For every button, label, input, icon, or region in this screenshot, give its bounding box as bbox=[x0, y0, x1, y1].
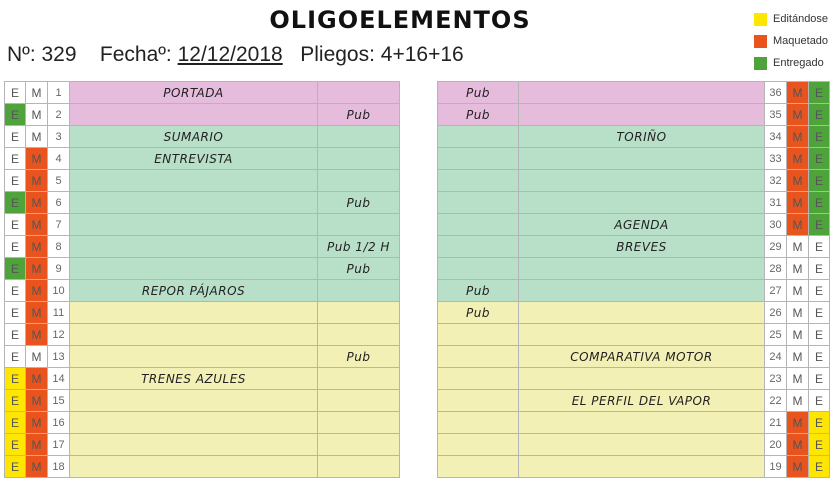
page-section[interactable] bbox=[519, 82, 765, 104]
edit-status-cell[interactable]: E bbox=[809, 126, 830, 148]
page-number: 6 bbox=[48, 192, 70, 214]
layout-status-cell[interactable]: M bbox=[26, 390, 48, 412]
layout-status-cell[interactable]: M bbox=[26, 368, 48, 390]
page-note[interactable] bbox=[438, 148, 519, 170]
page-number: 34 bbox=[765, 126, 787, 148]
issue-number: Nº: 329 bbox=[7, 43, 77, 66]
edit-status-cell[interactable]: E bbox=[5, 82, 26, 104]
page-section[interactable] bbox=[519, 434, 765, 456]
page-note[interactable]: Pub bbox=[438, 82, 519, 104]
page-section[interactable]: TORIÑO bbox=[519, 126, 765, 148]
page-note[interactable]: Pub bbox=[438, 104, 519, 126]
layout-status-cell[interactable]: M bbox=[787, 236, 809, 258]
edit-status-cell[interactable]: E bbox=[5, 346, 26, 368]
legend-label: Entregado bbox=[773, 57, 824, 69]
page-row-16 bbox=[5, 412, 400, 434]
page-section[interactable] bbox=[70, 346, 318, 368]
page-row-34 bbox=[438, 126, 830, 148]
edit-status-cell[interactable]: E bbox=[809, 390, 830, 412]
page-note[interactable] bbox=[438, 390, 519, 412]
page-number: 20 bbox=[765, 434, 787, 456]
layout-status-cell[interactable]: M bbox=[787, 82, 809, 104]
page-section[interactable]: SUMARIO bbox=[70, 126, 318, 148]
page-note[interactable] bbox=[318, 148, 400, 170]
edit-status-cell[interactable]: E bbox=[5, 258, 26, 280]
legend-label: Maquetado bbox=[773, 35, 829, 47]
page-section[interactable] bbox=[519, 368, 765, 390]
layout-status-cell[interactable]: M bbox=[26, 126, 48, 148]
legend-label: Editándose bbox=[773, 13, 829, 25]
page-note[interactable] bbox=[318, 302, 400, 324]
page-number: 36 bbox=[765, 82, 787, 104]
page-number: 26 bbox=[765, 302, 787, 324]
layout-status-cell[interactable]: M bbox=[787, 368, 809, 390]
edit-status-cell[interactable]: E bbox=[809, 302, 830, 324]
page-number: 15 bbox=[48, 390, 70, 412]
page-note[interactable] bbox=[438, 346, 519, 368]
layout-status-cell[interactable]: M bbox=[787, 192, 809, 214]
edit-status-cell[interactable]: E bbox=[5, 302, 26, 324]
page-row-22 bbox=[438, 390, 830, 412]
page-note[interactable] bbox=[318, 82, 400, 104]
layout-status-cell[interactable]: M bbox=[26, 280, 48, 302]
layout-status-cell[interactable]: M bbox=[787, 390, 809, 412]
page-number: 33 bbox=[765, 148, 787, 170]
page-number: 30 bbox=[765, 214, 787, 236]
page-row-32 bbox=[438, 170, 830, 192]
layout-status-cell[interactable]: M bbox=[26, 456, 48, 478]
edit-status-cell[interactable]: E bbox=[5, 324, 26, 346]
page-section[interactable] bbox=[70, 258, 318, 280]
right-pages-table bbox=[437, 81, 830, 478]
page-row-2 bbox=[5, 104, 400, 126]
page-row-20 bbox=[438, 434, 830, 456]
edit-status-cell[interactable]: E bbox=[5, 368, 26, 390]
layout-status-cell[interactable]: M bbox=[787, 302, 809, 324]
page-row-9 bbox=[5, 258, 400, 280]
page-number: 29 bbox=[765, 236, 787, 258]
edit-status-cell[interactable]: E bbox=[809, 324, 830, 346]
layout-status-cell[interactable]: M bbox=[787, 104, 809, 126]
layout-status-cell[interactable]: M bbox=[787, 412, 809, 434]
edit-status-cell[interactable]: E bbox=[809, 104, 830, 126]
page-row-13 bbox=[5, 346, 400, 368]
edit-status-cell[interactable]: E bbox=[5, 412, 26, 434]
page-section[interactable] bbox=[70, 192, 318, 214]
page-note[interactable] bbox=[438, 126, 519, 148]
page-row-12 bbox=[5, 324, 400, 346]
page-number: 21 bbox=[765, 412, 787, 434]
page-note[interactable] bbox=[318, 390, 400, 412]
edit-status-cell[interactable]: E bbox=[5, 236, 26, 258]
page-row-23 bbox=[438, 368, 830, 390]
edit-status-cell[interactable]: E bbox=[809, 82, 830, 104]
page-number: 14 bbox=[48, 368, 70, 390]
page-section[interactable]: BREVES bbox=[519, 236, 765, 258]
page-number: 23 bbox=[765, 368, 787, 390]
page-section[interactable] bbox=[519, 258, 765, 280]
page-number: 4 bbox=[48, 148, 70, 170]
page-section[interactable] bbox=[519, 412, 765, 434]
page-section[interactable] bbox=[70, 302, 318, 324]
page-row-3 bbox=[5, 126, 400, 148]
page-row-31 bbox=[438, 192, 830, 214]
edit-status-cell[interactable]: E bbox=[5, 434, 26, 456]
legend-swatch-yellow bbox=[754, 13, 767, 26]
page-section[interactable] bbox=[519, 280, 765, 302]
page-section[interactable] bbox=[519, 192, 765, 214]
page-row-17 bbox=[5, 434, 400, 456]
page-row-33 bbox=[438, 148, 830, 170]
page-row-21 bbox=[438, 412, 830, 434]
page-section[interactable]: EL PERFIL DEL VAPOR bbox=[519, 390, 765, 412]
layout-status-cell[interactable]: M bbox=[26, 104, 48, 126]
page-section[interactable]: TRENES AZULES bbox=[70, 368, 318, 390]
page-note[interactable]: Pub bbox=[318, 258, 400, 280]
page-row-18 bbox=[5, 456, 400, 478]
page-row-7 bbox=[5, 214, 400, 236]
layout-status-cell[interactable]: M bbox=[787, 324, 809, 346]
page-section[interactable]: AGENDA bbox=[519, 214, 765, 236]
layout-status-cell[interactable]: M bbox=[787, 126, 809, 148]
page-note[interactable] bbox=[438, 214, 519, 236]
page-row-5 bbox=[5, 170, 400, 192]
layout-status-cell[interactable]: M bbox=[787, 170, 809, 192]
page-section[interactable] bbox=[519, 302, 765, 324]
layout-status-cell[interactable]: M bbox=[787, 456, 809, 478]
page-note[interactable] bbox=[438, 412, 519, 434]
page-note[interactable] bbox=[318, 214, 400, 236]
page-number: 28 bbox=[765, 258, 787, 280]
legend-item-maquetado bbox=[754, 30, 828, 52]
page-number: 22 bbox=[765, 390, 787, 412]
page-note[interactable] bbox=[438, 456, 519, 478]
page-note[interactable] bbox=[318, 456, 400, 478]
page-section[interactable] bbox=[70, 434, 318, 456]
page-number: 16 bbox=[48, 412, 70, 434]
page-note[interactable] bbox=[318, 434, 400, 456]
page-row-26 bbox=[438, 302, 830, 324]
page-note[interactable]: Pub bbox=[438, 280, 519, 302]
page-row-14 bbox=[5, 368, 400, 390]
page-number: 7 bbox=[48, 214, 70, 236]
date-label: Fechaº: bbox=[99, 43, 172, 66]
page-note[interactable] bbox=[438, 434, 519, 456]
page-number: 11 bbox=[48, 302, 70, 324]
layout-status-cell[interactable]: M bbox=[787, 214, 809, 236]
layout-status-cell[interactable]: M bbox=[26, 170, 48, 192]
page-section[interactable]: ENTREVISTA bbox=[70, 148, 318, 170]
layout-status-cell[interactable]: M bbox=[26, 148, 48, 170]
issue-date: 12/12/2018 bbox=[177, 43, 283, 66]
edit-status-cell[interactable]: E bbox=[809, 434, 830, 456]
page-row-4 bbox=[5, 148, 400, 170]
page-section[interactable] bbox=[70, 324, 318, 346]
page-section[interactable] bbox=[70, 412, 318, 434]
page-note[interactable]: Pub bbox=[318, 192, 400, 214]
page-note[interactable] bbox=[438, 236, 519, 258]
page-note[interactable] bbox=[438, 368, 519, 390]
edit-status-cell[interactable]: E bbox=[809, 170, 830, 192]
edit-status-cell[interactable]: E bbox=[5, 104, 26, 126]
edit-status-cell[interactable]: E bbox=[5, 148, 26, 170]
page-section[interactable] bbox=[70, 236, 318, 258]
page-number: 17 bbox=[48, 434, 70, 456]
page-row-27 bbox=[438, 280, 830, 302]
page-section[interactable] bbox=[70, 170, 318, 192]
page-number: 32 bbox=[765, 170, 787, 192]
page-row-24 bbox=[438, 346, 830, 368]
layout-status-cell[interactable]: M bbox=[26, 324, 48, 346]
page-section[interactable] bbox=[519, 148, 765, 170]
page-note[interactable]: Pub bbox=[318, 104, 400, 126]
page-number: 24 bbox=[765, 346, 787, 368]
page-number: 27 bbox=[765, 280, 787, 302]
page-section[interactable] bbox=[70, 104, 318, 126]
edit-status-cell[interactable]: E bbox=[809, 280, 830, 302]
layout-status-cell[interactable]: M bbox=[787, 280, 809, 302]
edit-status-cell[interactable]: E bbox=[809, 456, 830, 478]
page-section[interactable]: COMPARATIVA MOTOR bbox=[519, 346, 765, 368]
page-note[interactable]: Pub 1/2 H bbox=[318, 236, 400, 258]
status-legend bbox=[754, 8, 828, 74]
page-note[interactable] bbox=[438, 324, 519, 346]
page-number: 19 bbox=[765, 456, 787, 478]
layout-status-cell[interactable]: M bbox=[26, 192, 48, 214]
page-row-19 bbox=[438, 456, 830, 478]
page-row-1 bbox=[5, 82, 400, 104]
page-number: 12 bbox=[48, 324, 70, 346]
page-row-29 bbox=[438, 236, 830, 258]
page-number: 10 bbox=[48, 280, 70, 302]
page-row-30 bbox=[438, 214, 830, 236]
page-note[interactable] bbox=[438, 258, 519, 280]
legend-item-entregado bbox=[754, 52, 828, 74]
page-note[interactable]: Pub bbox=[318, 346, 400, 368]
page-note[interactable] bbox=[318, 324, 400, 346]
edit-status-cell[interactable]: E bbox=[809, 214, 830, 236]
edit-status-cell[interactable]: E bbox=[5, 170, 26, 192]
page-number: 3 bbox=[48, 126, 70, 148]
page-section[interactable] bbox=[519, 456, 765, 478]
edit-status-cell[interactable]: E bbox=[809, 236, 830, 258]
page-note[interactable] bbox=[318, 280, 400, 302]
page-number: 2 bbox=[48, 104, 70, 126]
page-row-35 bbox=[438, 104, 830, 126]
layout-status-cell[interactable]: M bbox=[787, 434, 809, 456]
layout-status-cell[interactable]: M bbox=[26, 214, 48, 236]
page-number: 1 bbox=[48, 82, 70, 104]
edit-status-cell[interactable]: E bbox=[809, 192, 830, 214]
page-number: 18 bbox=[48, 456, 70, 478]
layout-status-cell[interactable]: M bbox=[26, 82, 48, 104]
page-number: 31 bbox=[765, 192, 787, 214]
edit-status-cell[interactable]: E bbox=[5, 456, 26, 478]
edit-status-cell[interactable]: E bbox=[809, 258, 830, 280]
page-note[interactable] bbox=[438, 170, 519, 192]
edit-status-cell[interactable]: E bbox=[809, 346, 830, 368]
edit-status-cell[interactable]: E bbox=[5, 192, 26, 214]
page-row-10 bbox=[5, 280, 400, 302]
page-number: 9 bbox=[48, 258, 70, 280]
layout-status-cell[interactable]: M bbox=[26, 302, 48, 324]
page-row-28 bbox=[438, 258, 830, 280]
issue-info bbox=[7, 43, 464, 67]
page-number: 8 bbox=[48, 236, 70, 258]
layout-status-cell[interactable]: M bbox=[26, 236, 48, 258]
layout-status-cell[interactable]: M bbox=[26, 258, 48, 280]
page-note[interactable] bbox=[318, 126, 400, 148]
edit-status-cell[interactable]: E bbox=[809, 412, 830, 434]
page-row-36 bbox=[438, 82, 830, 104]
legend-swatch-green bbox=[754, 57, 767, 70]
page-section[interactable]: PORTADA bbox=[70, 82, 318, 104]
page-number: 25 bbox=[765, 324, 787, 346]
page-section[interactable]: REPOR PÁJAROS bbox=[70, 280, 318, 302]
page-section[interactable] bbox=[70, 456, 318, 478]
page-note[interactable] bbox=[438, 192, 519, 214]
legend-item-editandose bbox=[754, 8, 828, 30]
page-note[interactable] bbox=[318, 368, 400, 390]
legend-swatch-orange bbox=[754, 35, 767, 48]
edit-status-cell[interactable]: E bbox=[5, 280, 26, 302]
pliegos-info: Pliegos: 4+16+16 bbox=[300, 43, 464, 66]
page-row-25 bbox=[438, 324, 830, 346]
page-row-15 bbox=[5, 390, 400, 412]
page-row-8 bbox=[5, 236, 400, 258]
layout-status-cell[interactable]: M bbox=[26, 346, 48, 368]
page-section[interactable] bbox=[519, 324, 765, 346]
page-number: 5 bbox=[48, 170, 70, 192]
layout-status-cell[interactable]: M bbox=[787, 148, 809, 170]
page-number: 13 bbox=[48, 346, 70, 368]
page-note[interactable] bbox=[318, 412, 400, 434]
page-section[interactable] bbox=[519, 170, 765, 192]
edit-status-cell[interactable]: E bbox=[809, 148, 830, 170]
edit-status-cell[interactable]: E bbox=[5, 126, 26, 148]
page-section[interactable] bbox=[519, 104, 765, 126]
layout-status-cell[interactable]: M bbox=[787, 258, 809, 280]
page-note[interactable] bbox=[318, 170, 400, 192]
layout-status-cell[interactable]: M bbox=[26, 434, 48, 456]
page-title: OLIGOELEMENTOS bbox=[269, 6, 531, 34]
edit-status-cell[interactable]: E bbox=[5, 214, 26, 236]
page-row-6 bbox=[5, 192, 400, 214]
left-pages-table bbox=[4, 81, 400, 478]
layout-status-cell[interactable]: M bbox=[26, 412, 48, 434]
page-note[interactable]: Pub bbox=[438, 302, 519, 324]
page-number: 35 bbox=[765, 104, 787, 126]
edit-status-cell[interactable]: E bbox=[5, 390, 26, 412]
page-row-11 bbox=[5, 302, 400, 324]
page-section[interactable] bbox=[70, 214, 318, 236]
layout-status-cell[interactable]: M bbox=[787, 346, 809, 368]
page-section[interactable] bbox=[70, 390, 318, 412]
edit-status-cell[interactable]: E bbox=[809, 368, 830, 390]
